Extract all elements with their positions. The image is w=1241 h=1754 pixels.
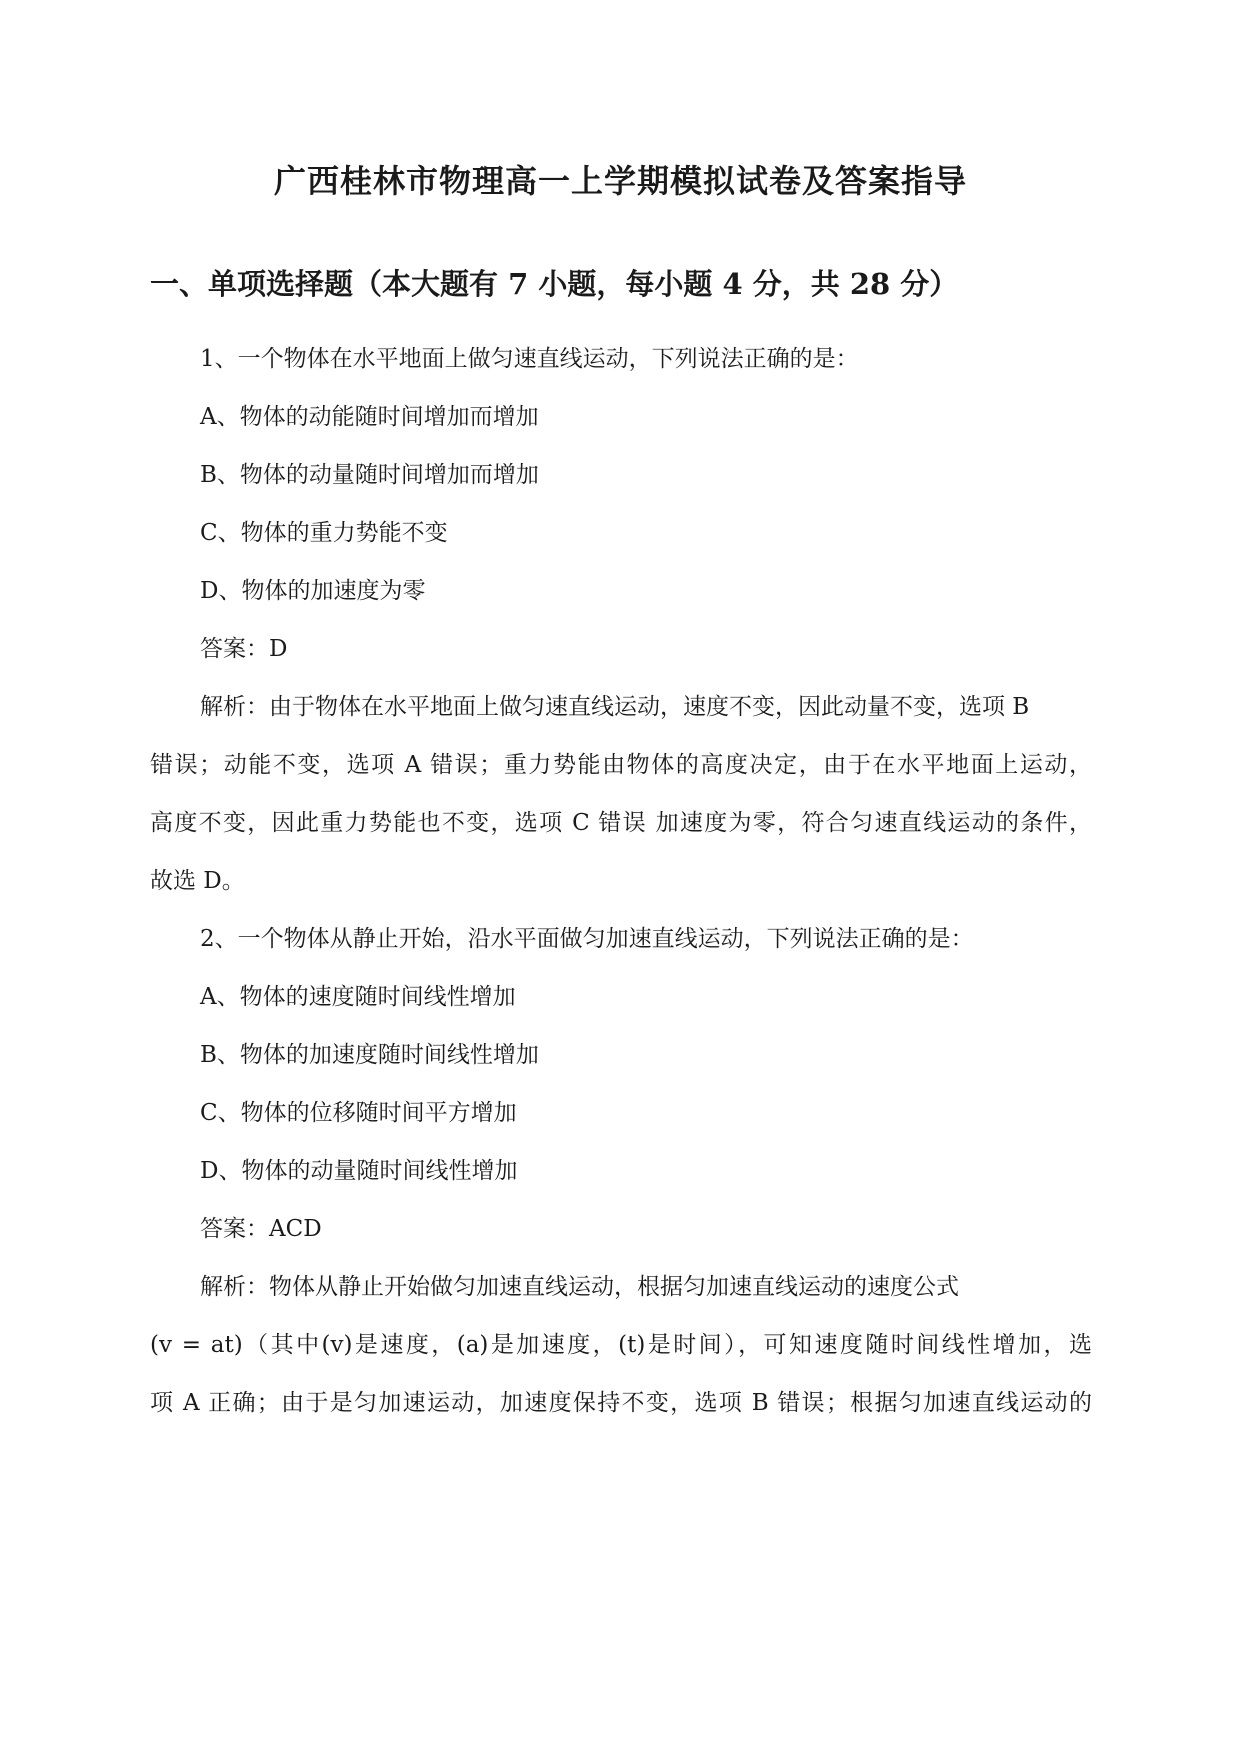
question-2-option-a: A、物体的速度随时间线性增加 — [200, 984, 516, 1010]
question-2-analysis-line-2: (v = at)（其中(v)是速度，(a)是加速度，(t)是时间），可知速度随时间线性增加，选 — [150, 1332, 1092, 1358]
question-1-option-b: B、物体的动量随时间增加而增加 — [200, 462, 539, 488]
question-2-analysis-line-3: 项 A 正确；由于是匀加速运动，加速度保持不变，选项 B 错误；根据匀加速直线运动的 — [150, 1390, 1092, 1416]
question-1-answer: 答案：D — [200, 636, 288, 662]
document-title: 广西桂林市物理高一上学期模拟试卷及答案指导 — [273, 162, 967, 200]
question-2-stem: 2、一个物体从静止开始，沿水平面做匀加速直线运动，下列说法正确的是： — [200, 926, 974, 952]
question-1-analysis-line-1: 解析：由于物体在水平地面上做匀速直线运动，速度不变，因此动量不变，选项 B — [200, 694, 1030, 720]
question-1-option-a: A、物体的动能随时间增加而增加 — [200, 404, 539, 430]
question-2-option-c: C、物体的位移随时间平方增加 — [200, 1100, 517, 1126]
question-1-stem: 1、一个物体在水平地面上做匀速直线运动，下列说法正确的是： — [200, 346, 859, 372]
question-1-analysis-line-4: 故选 D。 — [150, 868, 245, 894]
question-2-analysis-line-1: 解析：物体从静止开始做匀加速直线运动，根据匀加速直线运动的速度公式 — [200, 1274, 959, 1300]
question-1-option-c: C、物体的重力势能不变 — [200, 520, 448, 546]
question-1-analysis-line-3: 高度不变，因此重力势能也不变，选项 C 错误 加速度为零，符合匀速直线运动的条件， — [150, 810, 1092, 836]
question-2-option-b: B、物体的加速度随时间线性增加 — [200, 1042, 539, 1068]
question-1-analysis-line-2: 错误；动能不变，选项 A 错误；重力势能由物体的高度决定，由于在水平地面上运动， — [150, 752, 1092, 778]
question-2-answer: 答案：ACD — [200, 1216, 322, 1242]
question-1-option-d: D、物体的加速度为零 — [200, 578, 426, 604]
question-2-option-d: D、物体的动量随时间线性增加 — [200, 1158, 518, 1184]
section-title: 一、单项选择题（本大题有 7 小题，每小题 4 分，共 28 分） — [150, 267, 959, 301]
